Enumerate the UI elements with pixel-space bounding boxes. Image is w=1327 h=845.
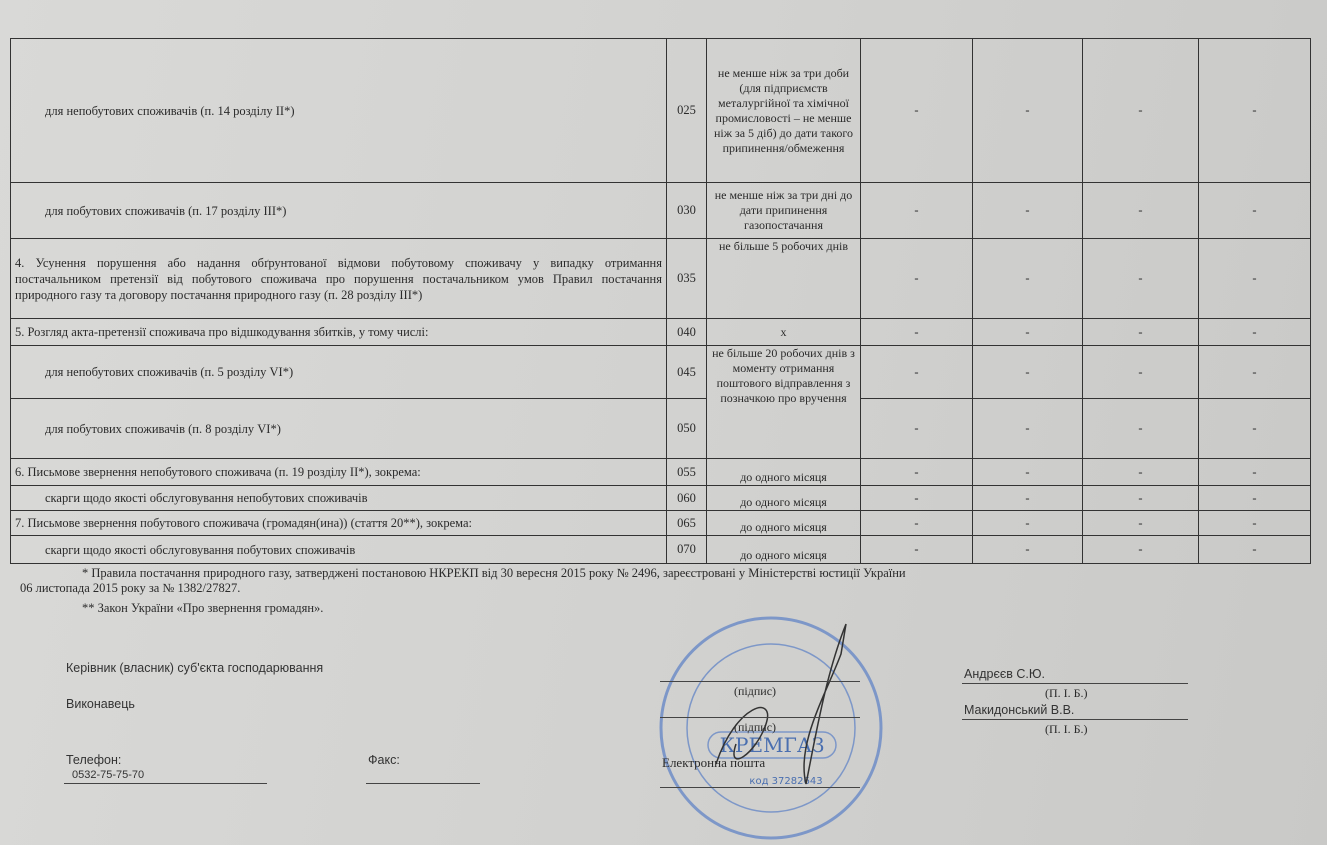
row-value: -: [861, 486, 973, 511]
row-term: до одного місяця: [707, 511, 861, 536]
head-name: Андрєєв С.Ю.: [964, 667, 1045, 681]
fax-label: Факс:: [368, 753, 400, 767]
row-value: -: [861, 239, 973, 319]
executor-name-line: [962, 719, 1188, 720]
row-value: -: [861, 536, 973, 564]
phone-line: [64, 783, 267, 784]
row-label: 5. Розгляд акта-претензії споживача про відшкодування збитків, у тому числі:: [11, 319, 667, 346]
row-value: -: [1199, 239, 1311, 319]
row-label: 6. Письмове звернення непобутового споживача (п. 19 розділу ІІ*), зокрема:: [11, 459, 667, 486]
table-row: [11, 183, 1311, 239]
row-value: -: [1083, 319, 1199, 346]
head-name-hint: (П. І. Б.): [1045, 686, 1088, 700]
row-value: -: [1199, 399, 1311, 459]
row-value: -: [861, 183, 973, 239]
footnote-1-line-1: * Правила постачання природного газу, затверджені постановою НКРЕКП від 30 вересня 2015 року № 2496, зареєстровані у Міністерстві юстиції України: [82, 566, 906, 580]
table-row: [11, 486, 1311, 511]
row-label: для побутових споживачів (п. 8 розділу VI*): [11, 399, 667, 459]
row-value: -: [973, 319, 1083, 346]
email-label: Електронна пошта: [662, 755, 766, 770]
row-term: до одного місяця: [707, 486, 861, 511]
row-code: 045: [667, 346, 707, 399]
head-name-line: [962, 683, 1188, 684]
row-label: 4. Усунення порушення або надання обґрунтованої відмови побутовому споживачу у випадку отримання постачальником претензії від побутового споживача про порушення постачальником умов Правил постачання природного газу та договору постачання природного газу (п. 28 розділу ІІІ*): [11, 239, 667, 319]
row-term: до одного місяця: [707, 536, 861, 564]
row-value: -: [1199, 459, 1311, 486]
row-code: 070: [667, 536, 707, 564]
row-code: 060: [667, 486, 707, 511]
row-value: -: [861, 459, 973, 486]
row-value: -: [861, 511, 973, 536]
fax-line: [366, 783, 480, 784]
executor-name: Макидонський В.В.: [964, 703, 1075, 717]
row-term: х: [707, 319, 861, 346]
row-term: не менше ніж за три доби (для підприємств металургійної та хімічної промисловості – не менше ніж за 5 діб) до дати такого припинення/обмеження: [707, 39, 861, 183]
row-label: скарги щодо якості обслуговування побутових споживачів: [11, 536, 667, 564]
table-row: [11, 399, 1311, 459]
executor-signature-line: [660, 717, 860, 718]
service-quality-table: [10, 38, 1311, 564]
row-value: -: [861, 399, 973, 459]
row-value: -: [1083, 239, 1199, 319]
table-row: [11, 39, 1311, 183]
row-label: скарги щодо якості обслуговування непобутових споживачів: [11, 486, 667, 511]
head-signature-hint: (підпис): [734, 684, 777, 698]
row-value: -: [861, 346, 973, 399]
row-code: 030: [667, 183, 707, 239]
table-row: [11, 459, 1311, 486]
row-value: -: [973, 39, 1083, 183]
row-label: для непобутових споживачів (п. 5 розділу VI*): [11, 346, 667, 399]
row-value: -: [973, 511, 1083, 536]
table-row: [11, 536, 1311, 564]
row-value: -: [1199, 319, 1311, 346]
row-label: 7. Письмове звернення побутового споживача (громадян(ина)) (стаття 20**), зокрема:: [11, 511, 667, 536]
stamp-center-text: КРЕМГАЗ: [719, 733, 825, 757]
row-label: для непобутових споживачів (п. 14 розділу ІІ*): [11, 39, 667, 183]
row-code: 025: [667, 39, 707, 183]
row-value: -: [1083, 183, 1199, 239]
table-row: [11, 239, 1311, 319]
phone-label: Телефон:: [66, 753, 122, 767]
footnote-2: ** Закон України «Про звернення громадян».: [82, 601, 324, 615]
table-row: [11, 511, 1311, 536]
row-term: не менше ніж за три дні до дати припинення газопостачання: [707, 183, 861, 239]
signature-stroke: [804, 624, 846, 784]
stamp-code-text: код 37282643: [749, 776, 823, 787]
row-code: 035: [667, 239, 707, 319]
row-value: -: [1083, 399, 1199, 459]
executor-signature-hint: (підпис): [734, 720, 777, 734]
executor-name-hint: (П. І. Б.): [1045, 722, 1088, 736]
head-label: Керівник (власник) суб'єкта господарювання: [66, 661, 324, 675]
row-value: -: [973, 346, 1083, 399]
row-value: -: [1083, 39, 1199, 183]
row-term: до одного місяця: [707, 459, 861, 486]
row-value: -: [861, 39, 973, 183]
row-value: -: [861, 319, 973, 346]
row-value: -: [973, 239, 1083, 319]
row-code: 055: [667, 459, 707, 486]
row-term: не більше 20 робочих днів з моменту отримання поштового відправлення з позначкою про вручення: [707, 346, 861, 459]
row-value: -: [973, 459, 1083, 486]
row-value: -: [1083, 511, 1199, 536]
row-code: 065: [667, 511, 707, 536]
row-value: -: [1083, 486, 1199, 511]
table-row: [11, 319, 1311, 346]
row-value: -: [1199, 486, 1311, 511]
row-value: -: [1199, 346, 1311, 399]
phone-value: 0532-75-75-70: [72, 769, 145, 781]
row-term: не більше 5 робочих днів: [707, 239, 861, 319]
row-value: -: [973, 183, 1083, 239]
row-value: -: [1083, 346, 1199, 399]
row-value: -: [1199, 536, 1311, 564]
row-value: -: [1083, 536, 1199, 564]
row-value: -: [973, 536, 1083, 564]
row-value: -: [973, 486, 1083, 511]
row-code: 050: [667, 399, 707, 459]
email-line: [660, 787, 860, 788]
row-value: -: [973, 399, 1083, 459]
head-signature-line: [660, 681, 860, 682]
row-value: -: [1199, 39, 1311, 183]
executor-label: Виконавець: [66, 697, 135, 711]
footnote-1-line-2: 06 листопада 2015 року за № 1382/27827.: [20, 581, 241, 595]
row-value: -: [1199, 511, 1311, 536]
row-value: -: [1083, 459, 1199, 486]
row-code: 040: [667, 319, 707, 346]
table-row: [11, 346, 1311, 399]
row-value: -: [1199, 183, 1311, 239]
row-label: для побутових споживачів (п. 17 розділу ІІІ*): [11, 183, 667, 239]
